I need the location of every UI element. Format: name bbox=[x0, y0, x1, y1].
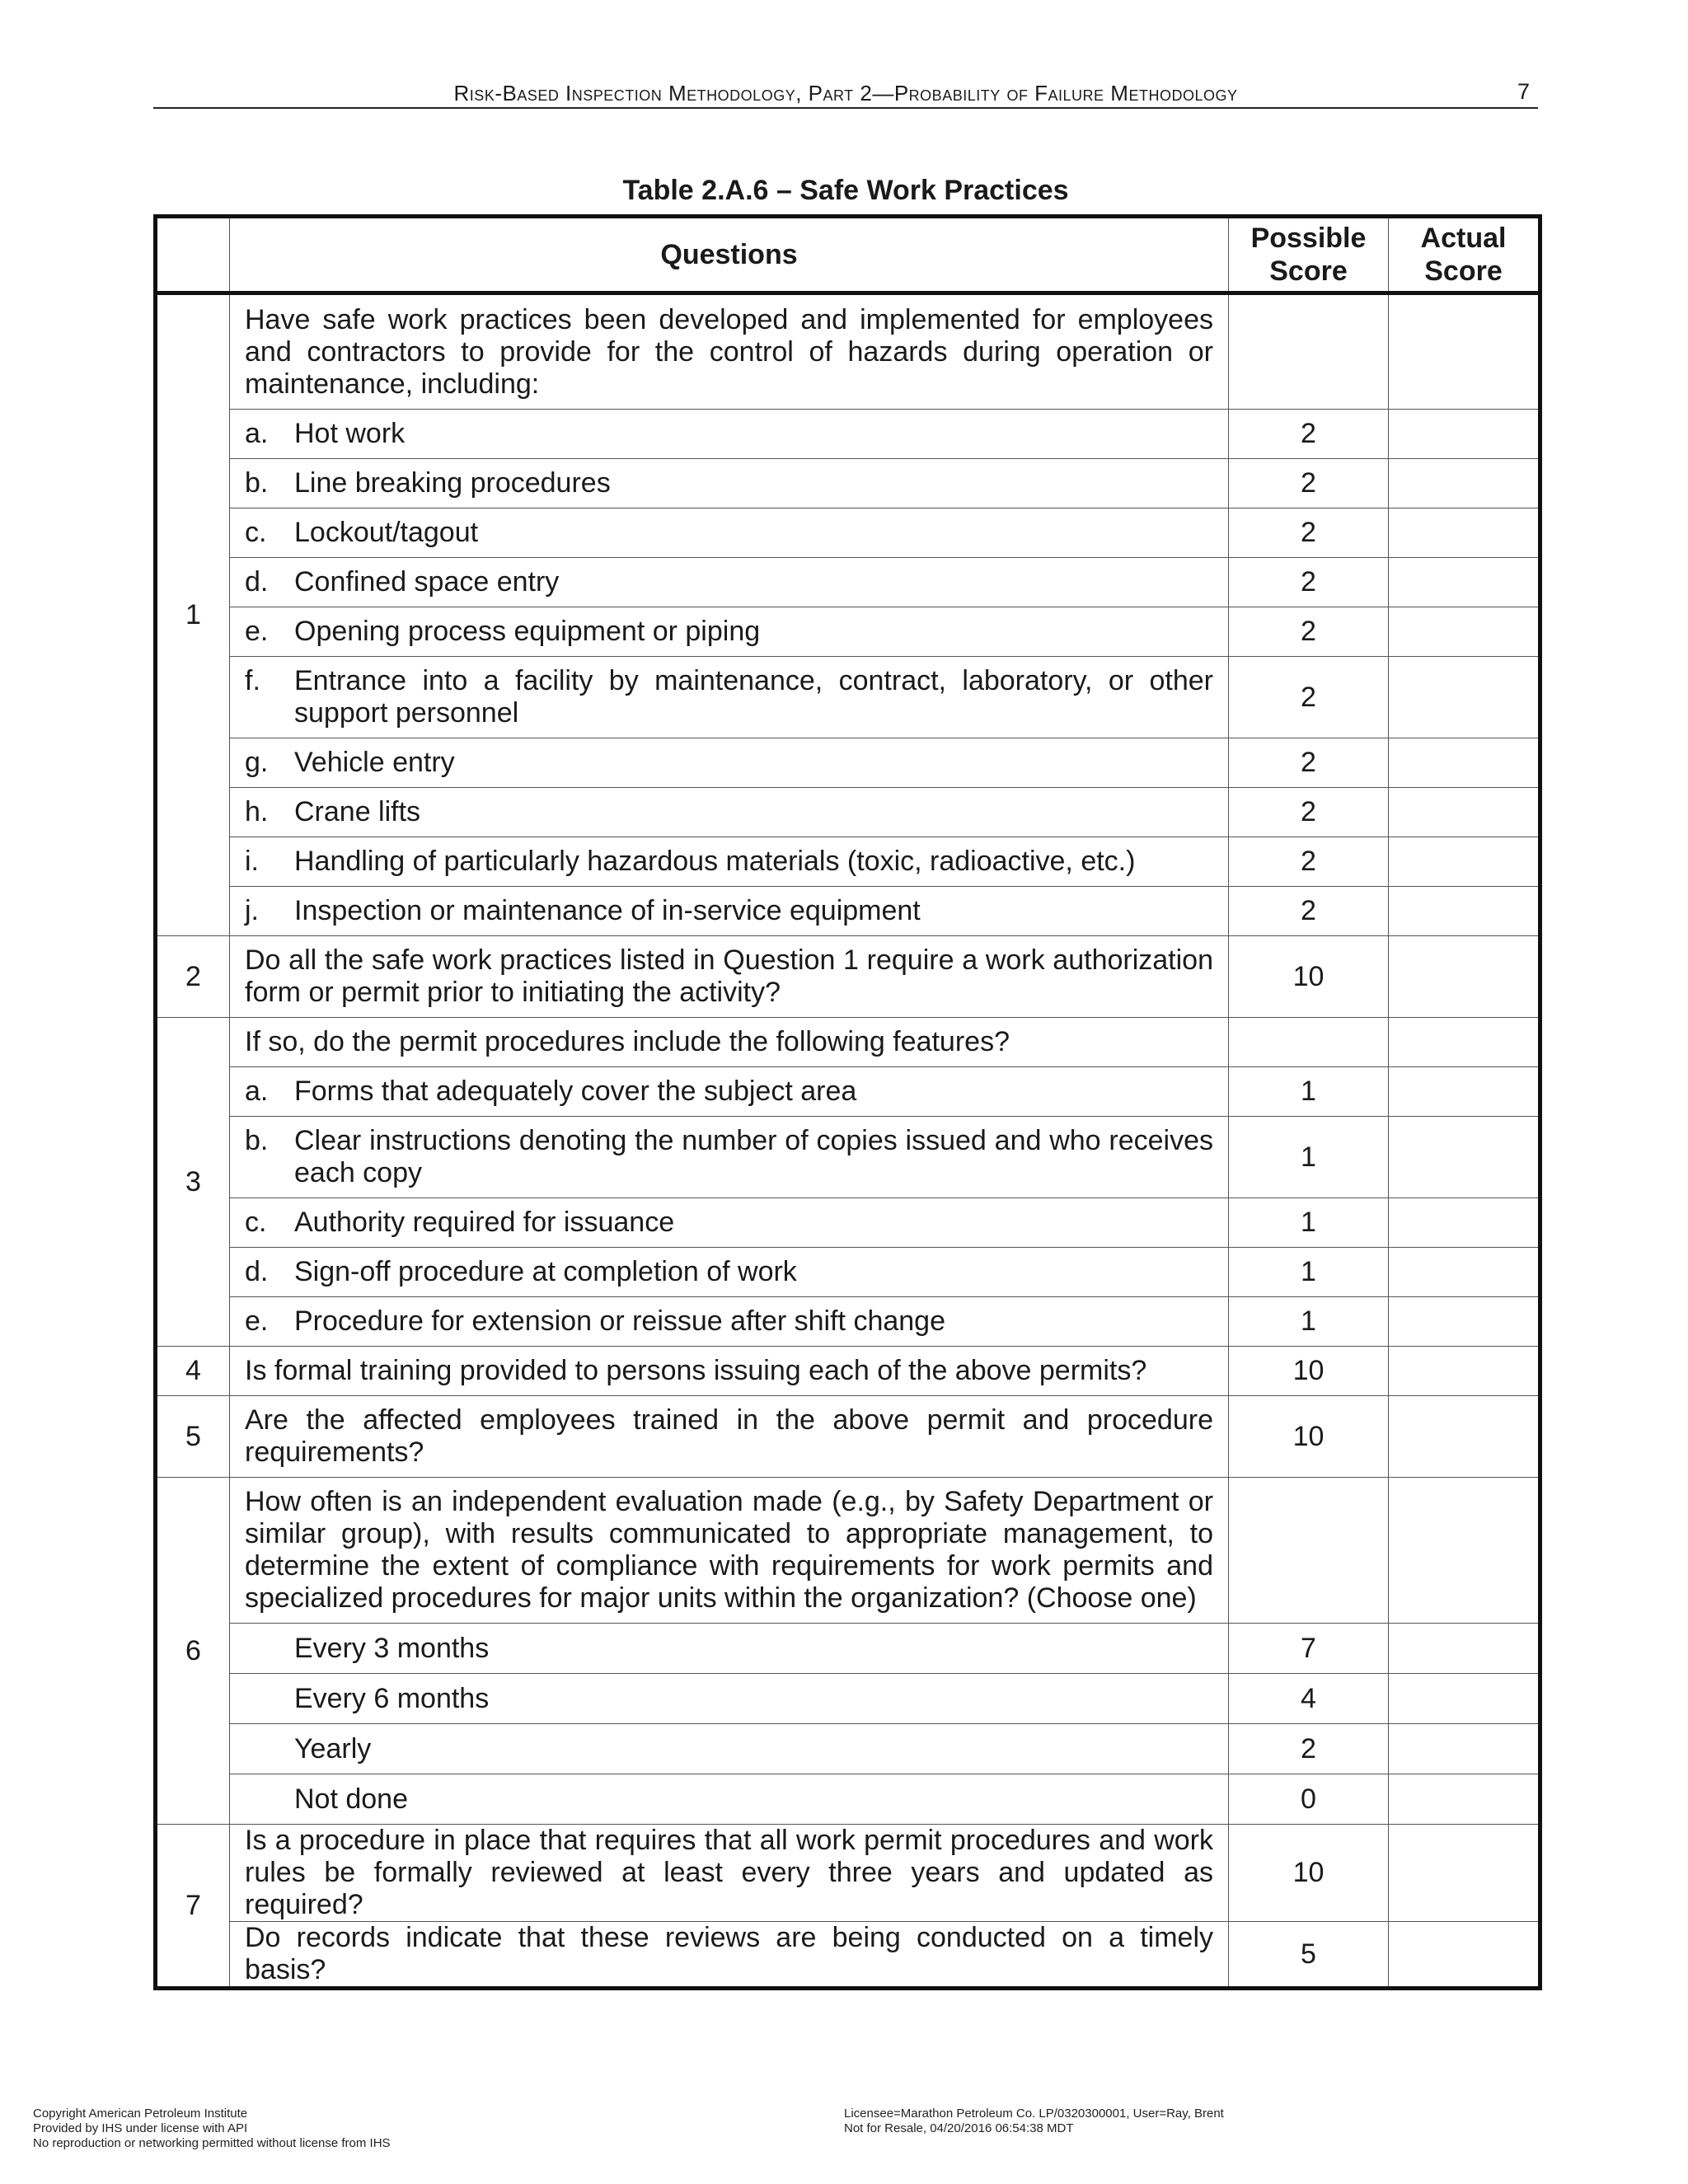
table-row bbox=[156, 738, 1540, 788]
table-row bbox=[156, 509, 1540, 558]
possible-score: 2 bbox=[1229, 558, 1389, 607]
question-number: 4 bbox=[156, 1347, 230, 1396]
header-questions: Questions bbox=[230, 217, 1229, 293]
item-label: b. bbox=[245, 1125, 269, 1156]
actual-score-cell[interactable] bbox=[1389, 1396, 1540, 1478]
item-text: Forms that adequately cover the subject area bbox=[294, 1076, 857, 1107]
actual-score-cell[interactable] bbox=[1389, 558, 1540, 607]
possible-score: 1 bbox=[1229, 1198, 1389, 1248]
item-label: b. bbox=[245, 467, 269, 499]
possible-score: 10 bbox=[1229, 936, 1389, 1018]
table-row bbox=[156, 1724, 1540, 1774]
question-text: Do all the safe work practices listed in Question 1 require a work authorization form or permit prior to initiating the activity? bbox=[230, 936, 1229, 1018]
item-text: Procedure for extension or reissue after shift change bbox=[294, 1305, 945, 1337]
item-label: f. bbox=[245, 665, 260, 696]
actual-score-cell[interactable] bbox=[1389, 1674, 1540, 1724]
possible-score: 2 bbox=[1229, 788, 1389, 837]
item-label: i. bbox=[245, 846, 259, 877]
item-text: Sign-off procedure at completion of work bbox=[294, 1256, 797, 1287]
actual-score-cell[interactable] bbox=[1389, 1624, 1540, 1674]
table-row bbox=[156, 1478, 1540, 1624]
header-possible-score: Possible Score bbox=[1229, 217, 1389, 293]
question-number: 3 bbox=[156, 1018, 230, 1347]
item-label: e. bbox=[245, 1305, 269, 1337]
item-label: j. bbox=[245, 895, 259, 926]
table-row bbox=[156, 657, 1540, 738]
footer-license bbox=[844, 2107, 1224, 2136]
item-text: Inspection or maintenance of in-service equipment bbox=[294, 895, 921, 926]
running-title: Risk-Based Inspection Methodology, Part 2—Probability of Failure Methodology bbox=[453, 81, 1238, 105]
table-row bbox=[156, 837, 1540, 887]
option-text: Every 6 months bbox=[294, 1682, 490, 1714]
item-label: g. bbox=[245, 747, 269, 778]
actual-score-cell[interactable] bbox=[1389, 1825, 1540, 1922]
item-label: h. bbox=[245, 796, 269, 827]
table-row bbox=[156, 1297, 1540, 1347]
table-row bbox=[156, 1248, 1540, 1297]
possible-score: 5 bbox=[1229, 1922, 1389, 1989]
table-row bbox=[156, 1117, 1540, 1198]
item-text: Clear instructions denoting the number of copies issued and who receives each copy bbox=[294, 1125, 1213, 1188]
header-number-cell bbox=[156, 217, 230, 293]
actual-score-cell[interactable] bbox=[1389, 1347, 1540, 1396]
possible-score: 1 bbox=[1229, 1297, 1389, 1347]
footer-line: Not for Resale, 04/20/2016 06:54:38 MDT bbox=[844, 2121, 1074, 2135]
actual-score-cell[interactable] bbox=[1389, 1198, 1540, 1248]
page-number: 7 bbox=[1517, 79, 1530, 104]
possible-score: 2 bbox=[1229, 738, 1389, 788]
possible-score: 1 bbox=[1229, 1248, 1389, 1297]
item-label: c. bbox=[245, 517, 267, 548]
table-row bbox=[156, 887, 1540, 936]
item-text: Entrance into a facility by maintenance, contract, laboratory, or other support personnel bbox=[294, 665, 1213, 729]
table-row bbox=[156, 410, 1540, 459]
actual-score-cell[interactable] bbox=[1389, 1067, 1540, 1117]
actual-score-cell[interactable] bbox=[1389, 788, 1540, 837]
item-text: Opening process equipment or piping bbox=[294, 616, 761, 647]
possible-score: 10 bbox=[1229, 1347, 1389, 1396]
question-text: If so, do the permit procedures include the following features? bbox=[230, 1018, 1229, 1067]
question-number: 2 bbox=[156, 936, 230, 1018]
table-row bbox=[156, 1018, 1540, 1067]
actual-score-cell[interactable] bbox=[1389, 459, 1540, 509]
possible-score: 2 bbox=[1229, 1724, 1389, 1774]
actual-score-cell[interactable] bbox=[1389, 1297, 1540, 1347]
item-text: Handling of particularly hazardous materials (toxic, radioactive, etc.) bbox=[294, 846, 1136, 877]
footer-copyright bbox=[33, 2107, 391, 2151]
actual-score-cell[interactable] bbox=[1389, 738, 1540, 788]
footer-line: Copyright American Petroleum Institute bbox=[33, 2107, 248, 2121]
possible-score: 2 bbox=[1229, 887, 1389, 936]
table-header-row bbox=[156, 217, 1540, 293]
table-row bbox=[156, 607, 1540, 657]
option-text: Every 3 months bbox=[294, 1632, 490, 1664]
actual-score-cell[interactable] bbox=[1389, 410, 1540, 459]
question-number: 5 bbox=[156, 1396, 230, 1478]
actual-score-cell[interactable] bbox=[1389, 1478, 1540, 1624]
table-row bbox=[156, 1198, 1540, 1248]
footer-line: Provided by IHS under license with API bbox=[33, 2121, 248, 2135]
question-text: How often is an independent evaluation made (e.g., by Safety Department or similar group), with results communicated to appropriate management, to determine the extent of compliance with requirements for work permits and specialized procedures for major units within the organization? (Choose one) bbox=[230, 1478, 1229, 1624]
possible-score: 2 bbox=[1229, 837, 1389, 887]
safe-work-practices-table bbox=[153, 214, 1542, 1990]
table-row bbox=[156, 293, 1540, 410]
table-row bbox=[156, 936, 1540, 1018]
possible-score: 2 bbox=[1229, 459, 1389, 509]
item-text: Vehicle entry bbox=[294, 747, 455, 778]
actual-score-cell[interactable] bbox=[1389, 509, 1540, 558]
item-label: c. bbox=[245, 1207, 267, 1238]
actual-score-cell[interactable] bbox=[1389, 1117, 1540, 1198]
table-row bbox=[156, 1774, 1540, 1825]
possible-score: 0 bbox=[1229, 1774, 1389, 1825]
table-row bbox=[156, 1674, 1540, 1724]
item-text: Hot work bbox=[294, 418, 406, 449]
question-text: Have safe work practices been developed and implemented for employees and contractors to provide for the control of hazards during operation or maintenance, including: bbox=[230, 293, 1229, 410]
actual-score-cell[interactable] bbox=[1389, 1248, 1540, 1297]
table-row bbox=[156, 558, 1540, 607]
possible-score bbox=[1229, 1478, 1389, 1624]
actual-score-cell[interactable] bbox=[1389, 657, 1540, 738]
option-text: Not done bbox=[294, 1783, 408, 1815]
question-text: Are the affected employees trained in the above permit and procedure requirements? bbox=[230, 1396, 1229, 1478]
question-text: Is formal training provided to persons issuing each of the above permits? bbox=[230, 1347, 1229, 1396]
actual-score-cell[interactable] bbox=[1389, 1774, 1540, 1825]
actual-score-cell[interactable] bbox=[1389, 293, 1540, 410]
possible-score: 1 bbox=[1229, 1117, 1389, 1198]
item-label: d. bbox=[245, 1256, 269, 1287]
actual-score-cell[interactable] bbox=[1389, 837, 1540, 887]
item-label: a. bbox=[245, 1076, 269, 1107]
item-text: Line breaking procedures bbox=[294, 467, 611, 499]
item-label: a. bbox=[245, 418, 269, 449]
actual-score-cell[interactable] bbox=[1389, 1018, 1540, 1067]
table-row bbox=[156, 1922, 1540, 1989]
actual-score-cell[interactable] bbox=[1389, 1922, 1540, 1989]
question-text: Is a procedure in place that requires that all work permit procedures and work rules be formally reviewed at least every three years and updated as required? bbox=[230, 1825, 1229, 1922]
table-row bbox=[156, 1067, 1540, 1117]
table-row bbox=[156, 1396, 1540, 1478]
possible-score: 4 bbox=[1229, 1674, 1389, 1724]
item-label: e. bbox=[245, 616, 269, 647]
possible-score: 1 bbox=[1229, 1067, 1389, 1117]
possible-score: 2 bbox=[1229, 509, 1389, 558]
actual-score-cell[interactable] bbox=[1389, 936, 1540, 1018]
possible-score: 2 bbox=[1229, 607, 1389, 657]
possible-score: 7 bbox=[1229, 1624, 1389, 1674]
item-text: Authority required for issuance bbox=[294, 1207, 675, 1238]
running-header bbox=[153, 76, 1538, 109]
item-text: Confined space entry bbox=[294, 566, 560, 598]
possible-score bbox=[1229, 293, 1389, 410]
table-row bbox=[156, 788, 1540, 837]
possible-score: 10 bbox=[1229, 1825, 1389, 1922]
possible-score: 10 bbox=[1229, 1396, 1389, 1478]
actual-score-cell[interactable] bbox=[1389, 1724, 1540, 1774]
item-text: Lockout/tagout bbox=[294, 517, 479, 548]
question-number: 6 bbox=[156, 1478, 230, 1825]
question-number: 1 bbox=[156, 293, 230, 936]
table-row bbox=[156, 459, 1540, 509]
table-row bbox=[156, 1624, 1540, 1674]
possible-score: 2 bbox=[1229, 657, 1389, 738]
table-title: Table 2.A.6 – Safe Work Practices bbox=[622, 175, 1069, 206]
possible-score bbox=[1229, 1018, 1389, 1067]
option-text: Yearly bbox=[294, 1732, 372, 1765]
item-label: d. bbox=[245, 566, 269, 598]
footer-line: No reproduction or networking permitted without license from IHS bbox=[33, 2136, 391, 2150]
header-actual-score: Actual Score bbox=[1389, 217, 1540, 293]
question-text: Do records indicate that these reviews are being conducted on a timely basis? bbox=[230, 1922, 1229, 1989]
table-row bbox=[156, 1347, 1540, 1396]
possible-score: 2 bbox=[1229, 410, 1389, 459]
actual-score-cell[interactable] bbox=[1389, 887, 1540, 936]
question-number: 7 bbox=[156, 1825, 230, 1989]
actual-score-cell[interactable] bbox=[1389, 607, 1540, 657]
item-text: Crane lifts bbox=[294, 796, 421, 827]
table-row bbox=[156, 1825, 1540, 1922]
footer-line: Licensee=Marathon Petroleum Co. LP/0320300001, User=Ray, Brent bbox=[844, 2107, 1224, 2121]
